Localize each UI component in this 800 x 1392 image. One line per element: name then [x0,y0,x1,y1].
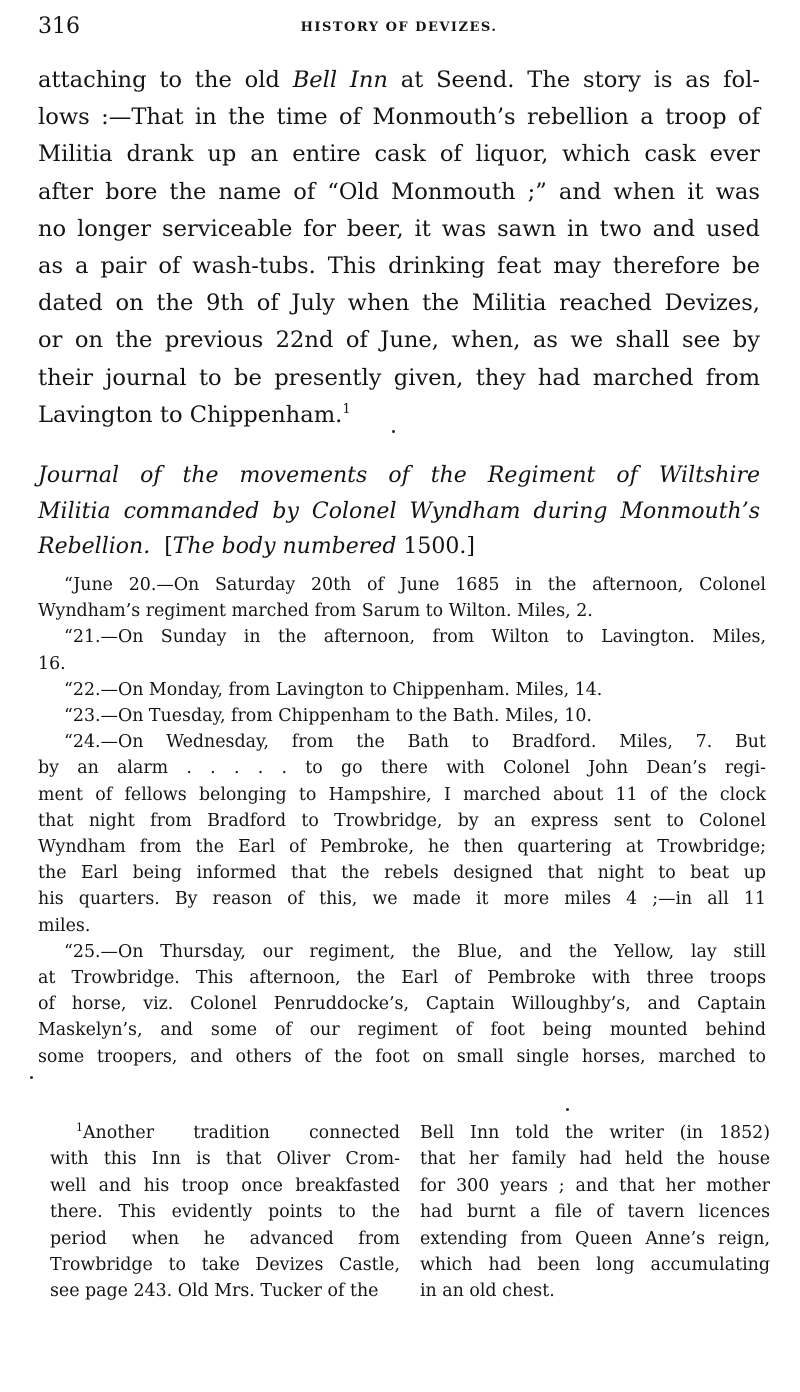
footnote-marker: 1 [76,1121,83,1134]
journal-line: “June 20.—On Saturday 20th of June 1685 in the afternoon, Colonel [64,575,766,595]
journal-line: some troopers, and others of the foot on small single horses, marched to [38,1046,766,1067]
footnote-line: with this Inn is that Oliver Crom- [50,1149,400,1170]
footnote-left-column [50,1120,400,1305]
journal-line: that night from Bradford to Trowbridge, by an express sent to Colonel [38,810,766,831]
bracket-close: ] [466,534,475,559]
journal-line: “21.—On Sunday in the afternoon, from Wilton to Lavington. Miles, [64,627,766,648]
text-line: lows :—That in the time of Monmouth’s rebellion a troop of [38,104,760,131]
print-speck [566,1108,569,1111]
bracket-note: The body numbered [172,534,397,559]
journal-line: at Trowbridge. This afternoon, the Earl of Pembroke with three troops [38,968,766,989]
footnote-line: that her family had held the house [420,1149,770,1170]
heading-line: Journal of the movements of the Regiment of Wiltshire [38,463,760,488]
footnote-line: for 300 years ; and that her mother [420,1175,770,1196]
journal-line: Wyndham from the Earl of Pembroke, he then quartering at Trowbridge; [38,837,766,858]
footnote [50,1120,770,1320]
journal-line: “23.—On Tuesday, from Chippenham to the Bath. Miles, 10. [64,706,592,727]
footnote-reference: 1 [342,401,351,417]
print-speck [392,430,395,433]
footnote-line: extending from Queen Anne’s reign, [420,1228,770,1249]
running-title: HISTORY OF DEVIZES. [300,20,498,35]
journal-line: “22.—On Monday, from Lavington to Chippenham. Miles, 14. [64,679,603,700]
journal-line: his quarters. By reason of this, we made it more miles 4 ;—in all 11 [38,889,766,910]
journal-line: miles. [38,915,91,936]
footnote-line: well and his troop once breakfasted [50,1175,400,1196]
text-line: as a pair of wash-tubs. This drinking feat may therefore be [38,253,760,280]
text-line: Militia drank up an entire cask of liquor, which cask ever [38,141,760,168]
text-line: Lavington to Chippenham.$^1$ [38,401,351,428]
footnote-right-column [420,1120,770,1305]
footnote-line: had burnt a file of tavern licences [420,1202,770,1223]
journal-line: 16. [38,653,66,674]
journal-line: by an alarm . . . . . to go there with Colonel John Dean’s regi- [38,758,766,779]
journal-line: ment of fellows belonging to Hampshire, I marched about 11 of the clock [38,784,766,805]
body-count: 1500. [403,534,467,559]
text-line: after bore the name of “Old Monmouth ;” and when it was [38,178,760,205]
page-number: 316 [38,14,80,39]
footnote-line: see page 243. Old Mrs. Tucker of the [50,1281,379,1302]
footnote-line: there. This evidently points to the [50,1202,400,1223]
journal-line: “24.—On Wednesday, from the Bath to Bradford. Miles, 7. But [64,732,766,753]
page-header [38,14,760,44]
bracket-open: [ [164,534,173,559]
journal-line: of horse, viz. Colonel Penruddocke’s, Captain Willoughby’s, and Captain [38,994,766,1015]
journal-line: Maskelyn’s, and some of our regiment of foot being mounted behind [38,1020,766,1041]
text-line: or on the previous 22nd of June, when, as we shall see by [38,327,760,354]
heading-line: Rebellion. [38,534,151,559]
footnote-line: Trowbridge to take Devizes Castle, [50,1255,400,1276]
text-line: attaching to the old Bell Inn at Seend. The story is as fol- [38,67,760,93]
text-line: no longer serviceable for beer, it was sawn in two and used [38,215,760,242]
heading-line: Militia commanded by Colonel Wyndham during Monmouth’s [38,498,760,524]
text-line: dated on the 9th of July when the Militia reached Devizes, [38,290,760,317]
journal-line: Wyndham’s regiment marched from Sarum to Wilton. Miles, 2. [38,601,593,622]
footnote-line: $^1$Another tradition connected [76,1121,400,1143]
journal-line: “25.—On Thursday, our regiment, the Blue, and the Yellow, lay still [64,941,766,962]
inn-name: Bell Inn [292,67,388,93]
print-speck [30,1076,33,1079]
journal-line: the Earl being informed that the rebels designed that night to beat up [38,863,766,884]
footnote-line: Bell Inn told the writer (in 1852) [420,1123,770,1143]
footnote-line: which had been long accumulating [420,1255,770,1276]
text-line: their journal to be presently given, they had marched from [38,364,760,391]
main-paragraph [38,62,760,434]
journal-heading [38,458,760,565]
footnote-line: period when he advanced from [50,1228,400,1249]
footnote-line: in an old chest. [420,1281,555,1302]
journal-entries [38,572,766,1070]
